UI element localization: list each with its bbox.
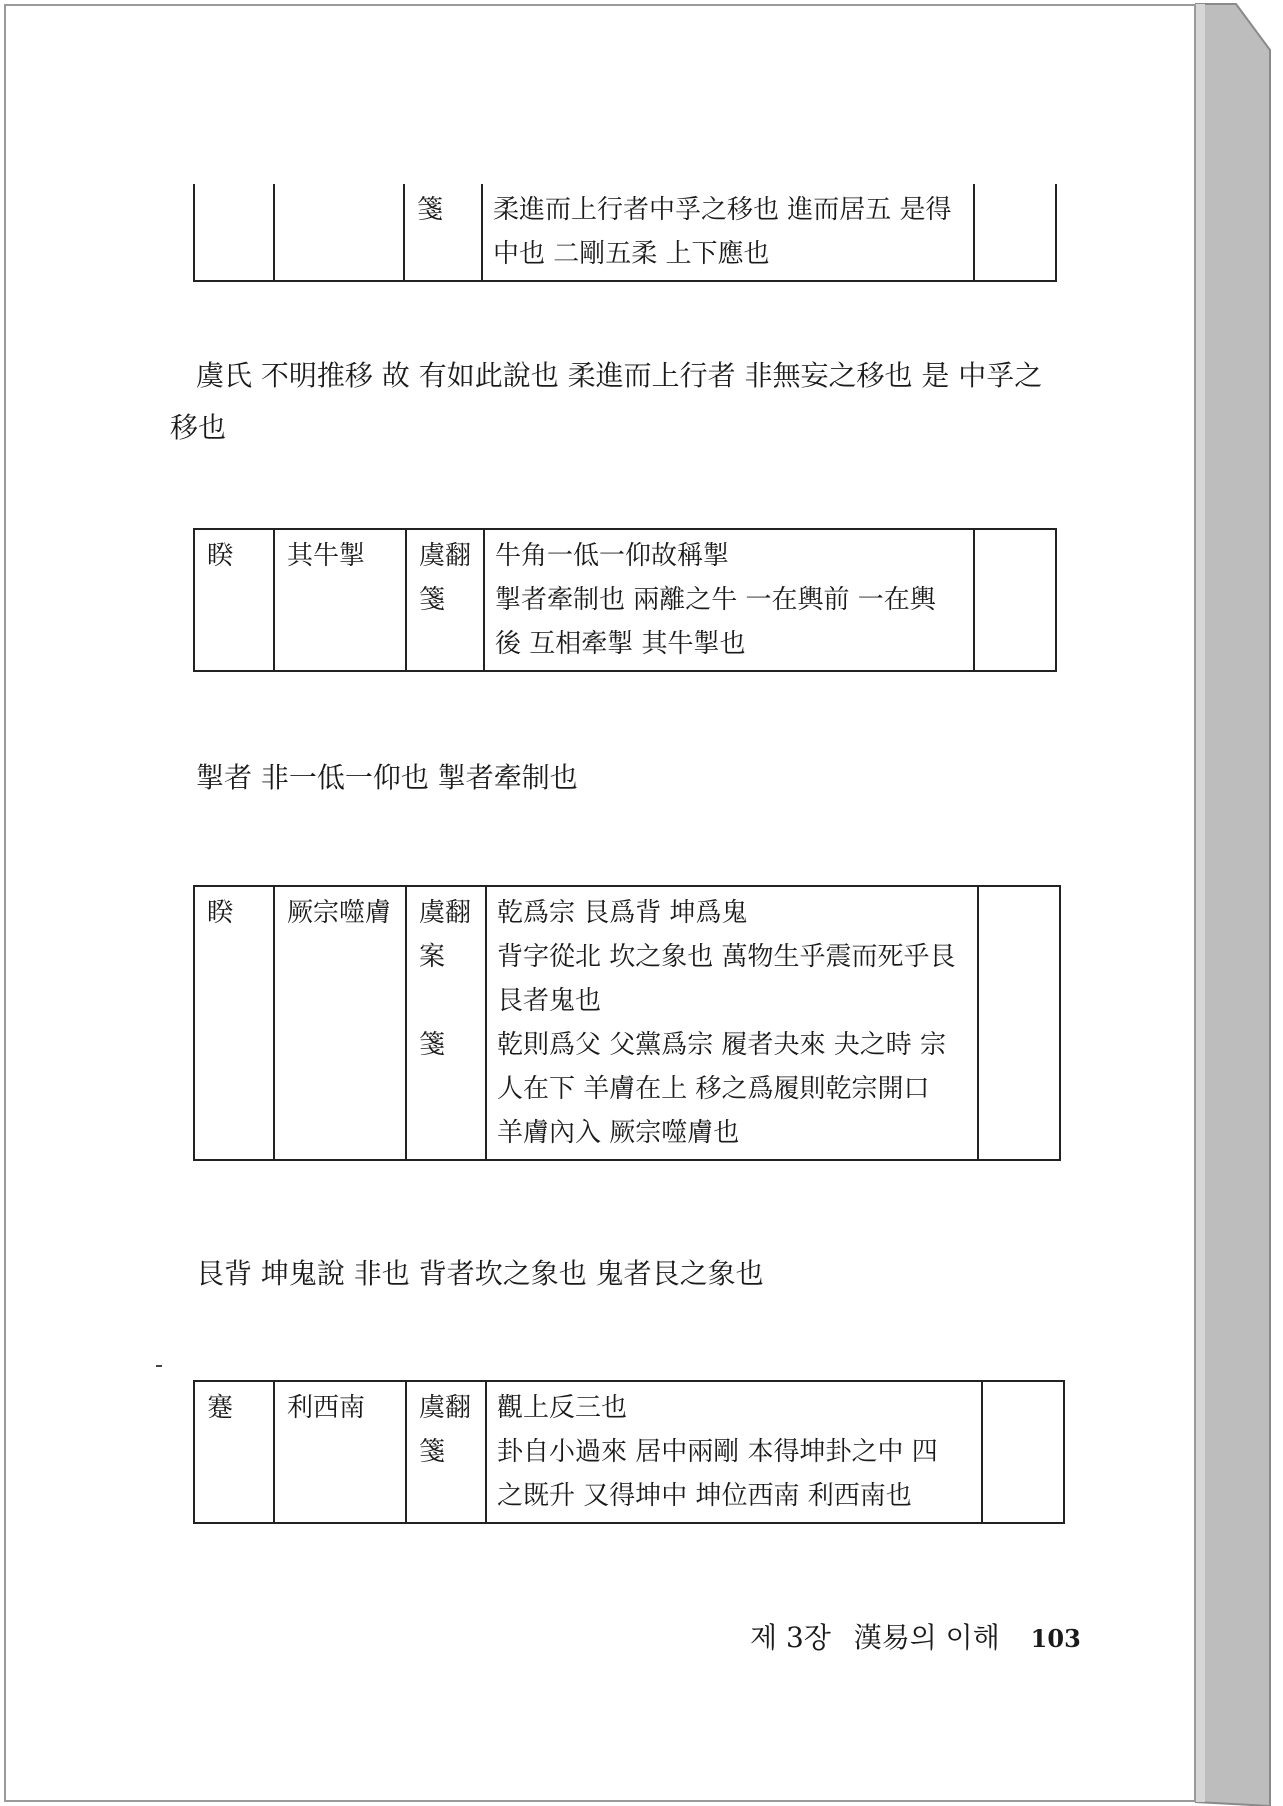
- note-cell: 柔進而上行者中孚之移也 進而居五 是得 中也 二剛五柔 上下應也: [482, 184, 974, 281]
- note-cell: 觀上反三也 卦自小過來 居中兩剛 本得坤卦之中 四 之既升 又得坤中 坤位西南 利西南也: [486, 1381, 982, 1523]
- commentary-paragraph-1-cont: 移也: [170, 411, 227, 444]
- chapter-label: 제 3장: [750, 1621, 831, 1654]
- phrase-cell: 利西南: [274, 1381, 406, 1523]
- hexagram-cell: 睽: [194, 886, 274, 1160]
- phrase-cell: [274, 184, 404, 281]
- gloss-table-4: [193, 1380, 1065, 1524]
- phrase-cell: 厥宗噬膚: [274, 886, 406, 1160]
- gloss-table-1: [193, 184, 1057, 282]
- commentary-paragraph-2: 掣者 非一低一仰也 掣者牽制也: [196, 761, 578, 794]
- running-footer: [750, 1616, 1081, 1656]
- commentary-paragraph-1: 虞氏 不明推移 故 有如此說也 柔進而上行者 非無妄之移也 是 中孚之: [196, 359, 1043, 392]
- blank-cell: [974, 184, 1056, 281]
- blank-cell: [982, 1381, 1064, 1523]
- phrase-cell: 其牛掣: [274, 529, 406, 671]
- blank-cell: [978, 886, 1060, 1160]
- source-cell: 箋: [404, 184, 482, 281]
- chapter-title: 漢易의 이해: [853, 1621, 1000, 1654]
- note-cell: 牛角一低一仰故稱掣 掣者牽制也 兩離之牛 一在輿前 一在輿 後 互相牽掣 其牛掣也: [484, 529, 974, 671]
- page-number: 103: [1030, 1624, 1081, 1653]
- commentary-paragraph-3: 艮背 坤鬼說 非也 背者坎之象也 鬼者艮之象也: [196, 1257, 764, 1290]
- gloss-table-3: [193, 885, 1061, 1161]
- source-cell: 虞翻 案 箋: [406, 886, 486, 1160]
- hexagram-cell: 睽: [194, 529, 274, 671]
- hexagram-cell: [194, 184, 274, 281]
- gloss-table-2: [193, 528, 1057, 672]
- note-cell: 乾爲宗 艮爲背 坤爲鬼 背字從北 坎之象也 萬物生乎震而死乎艮 艮者鬼也 乾則爲父 父黨爲宗 履者夬來 夬之時 宗 人在下 羊膚在上 移之爲履則乾宗開口 羊膚內入 厥宗噬膚也: [486, 886, 978, 1160]
- hexagram-cell: 蹇: [194, 1381, 274, 1523]
- source-cell: 虞翻 箋: [406, 1381, 486, 1523]
- blank-cell: [974, 529, 1056, 671]
- source-cell: 虞翻 箋: [406, 529, 484, 671]
- print-speck: [156, 1365, 162, 1367]
